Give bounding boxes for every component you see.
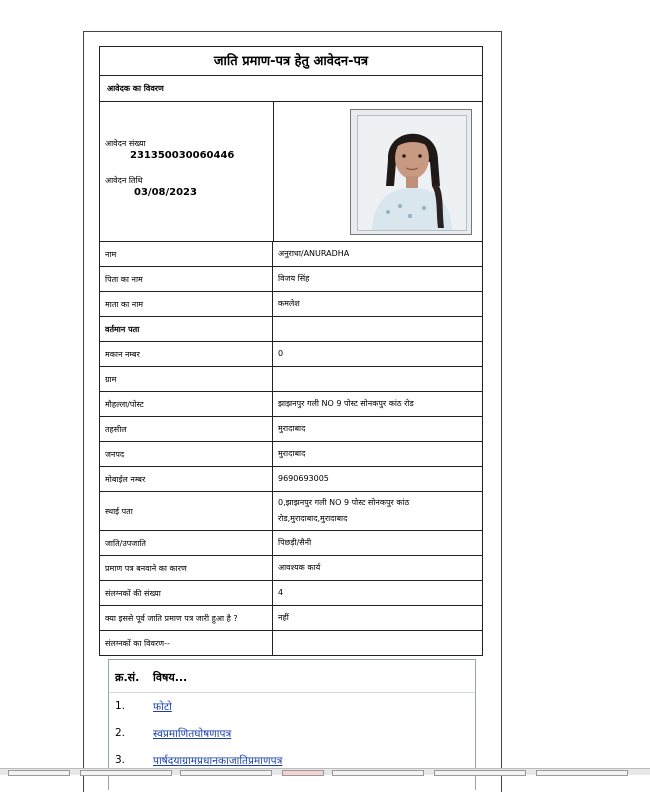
attachment-link-self-declaration[interactable]: स्वप्रमाणितघोषणापत्र xyxy=(153,728,232,740)
table-row xyxy=(100,606,483,631)
row-label: प्रमाण पत्र बनवाने का कारण xyxy=(100,556,273,581)
taskbar-button[interactable] xyxy=(536,770,628,776)
table-row xyxy=(100,531,483,556)
row-value xyxy=(273,631,483,656)
row-label: स्थाई पता xyxy=(100,492,273,531)
row-label: माता का नाम xyxy=(100,292,273,317)
taskbar-button[interactable] xyxy=(332,770,424,776)
application-date-label: आवेदन तिथि xyxy=(105,176,143,185)
attachments-header xyxy=(109,660,475,693)
row-value xyxy=(273,317,483,342)
applicant-photo-image xyxy=(358,116,466,230)
row-value: 9690693005 xyxy=(273,467,483,492)
application-number: 231350030060446 xyxy=(130,150,235,161)
row-value: कमलेश xyxy=(273,292,483,317)
attachment-number: 2. xyxy=(115,727,126,739)
row-value: आवश्यक कार्य xyxy=(273,556,483,581)
row-value xyxy=(273,367,483,392)
row-label: पिता का नाम xyxy=(100,267,273,292)
table-row xyxy=(100,492,483,531)
taskbar-button[interactable] xyxy=(180,770,272,776)
table-row xyxy=(100,467,483,492)
table-row xyxy=(100,292,483,317)
row-value: मुरादाबाद xyxy=(273,442,483,467)
row-label: वर्तमान पता xyxy=(100,317,273,342)
applicant-details-table xyxy=(99,242,483,656)
attachment-number: 1. xyxy=(115,700,126,712)
row-label: मोबाईल नम्बर xyxy=(100,467,273,492)
table-row xyxy=(100,417,483,442)
table-row xyxy=(100,342,483,367)
form-title: जाति प्रमाण-पत्र हेतु आवेदन-पत्र xyxy=(99,46,483,76)
row-label: संलग्नकों का विवरण-- xyxy=(100,631,273,656)
application-block xyxy=(99,102,483,242)
row-value: विजय सिंह xyxy=(273,267,483,292)
attachment-link-photo[interactable]: फोटो xyxy=(153,701,172,713)
table-row xyxy=(100,242,483,267)
table-row xyxy=(100,367,483,392)
section-title: आवेदक का विवरण xyxy=(99,76,483,102)
subject-column-header: विषय... xyxy=(153,671,188,684)
row-value: पिछड़ी/सैनी xyxy=(273,531,483,556)
table-row xyxy=(100,267,483,292)
row-value: अनुराधा/ANURADHA xyxy=(273,242,483,267)
attachment-link-caste-certificate[interactable]: पार्षदयाग्रामप्रधानकाजातिप्रमाणपत्र xyxy=(153,755,283,767)
row-value: मुरादाबाद xyxy=(273,417,483,442)
application-number-label: आवेदन संख्या xyxy=(105,139,146,148)
row-label: जाति/उपजाति xyxy=(100,531,273,556)
taskbar-button[interactable] xyxy=(282,770,324,776)
taskbar-button[interactable] xyxy=(80,770,172,776)
row-value: 0,झाझनपुर गली NO 9 पोस्ट सोनकपुर कांठ रोड,मुरादाबाद,मुरादाबाद xyxy=(273,492,483,531)
application-details xyxy=(100,102,274,241)
row-value: नहीं xyxy=(273,606,483,631)
row-value: झाझनपुर गली NO 9 पोस्ट सोनकपुर कांठ रोड xyxy=(273,392,483,417)
row-label: नाम xyxy=(100,242,273,267)
row-label: संलग्नकों की संख्या xyxy=(100,581,273,606)
row-label: जनपद xyxy=(100,442,273,467)
table-row xyxy=(100,442,483,467)
serial-column-header: क्र.सं. xyxy=(115,671,140,684)
application-date: 03/08/2023 xyxy=(134,187,197,198)
table-row xyxy=(100,556,483,581)
taskbar-button[interactable] xyxy=(8,770,70,776)
row-label: ग्राम xyxy=(100,367,273,392)
row-label: क्या इससे पूर्व जाति प्रमाण पत्र जारी हुआ है ? xyxy=(100,606,273,631)
row-label: मौहल्ला/पोस्ट xyxy=(100,392,273,417)
applicant-photo xyxy=(350,109,472,235)
table-row xyxy=(100,317,483,342)
table-row xyxy=(100,581,483,606)
table-row xyxy=(100,392,483,417)
row-label: तहसील xyxy=(100,417,273,442)
row-value: 0 xyxy=(273,342,483,367)
row-label: मकान नम्बर xyxy=(100,342,273,367)
row-value: 4 xyxy=(273,581,483,606)
table-row xyxy=(100,631,483,656)
taskbar-button[interactable] xyxy=(434,770,526,776)
attachment-number: 3. xyxy=(115,754,126,766)
